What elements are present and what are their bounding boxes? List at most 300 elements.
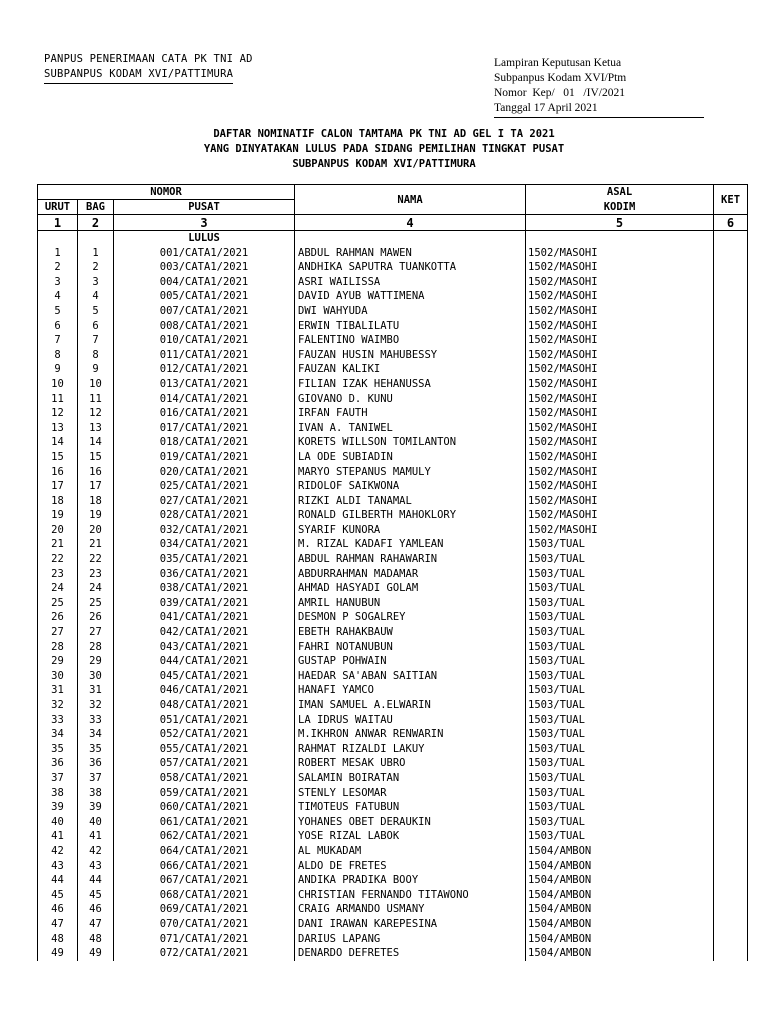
cell-pusat: 060/CATA1/2021 (114, 800, 295, 815)
cell-urut: 1 (38, 246, 78, 261)
cell-bag: 11 (78, 392, 114, 407)
cell-kodim: 1503/TUAL (526, 771, 714, 786)
cell-pusat: 014/CATA1/2021 (114, 392, 295, 407)
table-row (38, 727, 748, 742)
cell-nama: RONALD GILBERTH MAHOKLORY (295, 508, 526, 523)
cell-ket (714, 859, 748, 874)
cell-pusat: 011/CATA1/2021 (114, 348, 295, 363)
cell-urut: 24 (38, 581, 78, 596)
cell-nama: M.IKHRON ANWAR RENWARIN (295, 727, 526, 742)
table-row (38, 596, 748, 611)
cell-pusat: 041/CATA1/2021 (114, 610, 295, 625)
cell-urut: 20 (38, 523, 78, 538)
table-row (38, 552, 748, 567)
cell-kodim: 1503/TUAL (526, 552, 714, 567)
cell-ket (714, 698, 748, 713)
cell-nama: DESMON P SOGALREY (295, 610, 526, 625)
cell-bag: 34 (78, 727, 114, 742)
cell-ket (714, 260, 748, 275)
cell-pusat: 017/CATA1/2021 (114, 421, 295, 436)
cell-ket (714, 610, 748, 625)
cell-ket (714, 800, 748, 815)
table-row (38, 333, 748, 348)
cell-pusat: 069/CATA1/2021 (114, 902, 295, 917)
table-row (38, 669, 748, 684)
table-row (38, 654, 748, 669)
title-line-1: DAFTAR NOMINATIF CALON TAMTAMA PK TNI AD GEL I TA 2021 (213, 128, 555, 140)
cell-ket (714, 348, 748, 363)
cell-bag: 9 (78, 362, 114, 377)
table-row (38, 873, 748, 888)
cell-urut: 2 (38, 260, 78, 275)
title-line-3: SUBPANPUS KODAM XVI/PATTIMURA (292, 158, 476, 170)
table-row (38, 362, 748, 377)
cell-ket (714, 319, 748, 334)
cell-bag: 29 (78, 654, 114, 669)
cell-bag: 40 (78, 815, 114, 830)
cell-bag: 22 (78, 552, 114, 567)
cell-pusat: 018/CATA1/2021 (114, 435, 295, 450)
cell-urut: 9 (38, 362, 78, 377)
cell-ket (714, 888, 748, 903)
cell-nama: GUSTAP POHWAIN (295, 654, 526, 669)
cell-nama: YOHANES OBET DERAUKIN (295, 815, 526, 830)
cell-kodim: 1504/AMBON (526, 932, 714, 947)
cell-bag: 33 (78, 713, 114, 728)
section-row (38, 231, 748, 246)
cell-ket (714, 362, 748, 377)
cell-urut: 21 (38, 537, 78, 552)
cell-kodim: 1502/MASOHI (526, 246, 714, 261)
cell-bag: 14 (78, 435, 114, 450)
table-row (38, 450, 748, 465)
cell-ket (714, 465, 748, 480)
cell-ket (714, 377, 748, 392)
table-row (38, 392, 748, 407)
table-row (38, 683, 748, 698)
cell-bag: 43 (78, 859, 114, 874)
cell-bag: 18 (78, 494, 114, 509)
cell-nama: MARYO STEPANUS MAMULY (295, 465, 526, 480)
cell-nama: ABDUL RAHMAN RAHAWARIN (295, 552, 526, 567)
section-label: LULUS (114, 231, 295, 246)
cell-pusat: 028/CATA1/2021 (114, 508, 295, 523)
cell-urut: 43 (38, 859, 78, 874)
cell-urut: 4 (38, 289, 78, 304)
cell-kodim: 1502/MASOHI (526, 377, 714, 392)
cell-ket (714, 289, 748, 304)
cell-kodim: 1503/TUAL (526, 713, 714, 728)
cell-urut: 47 (38, 917, 78, 932)
cell-bag: 26 (78, 610, 114, 625)
cell-urut: 29 (38, 654, 78, 669)
cell-nama: GIOVANO D. KUNU (295, 392, 526, 407)
cell-bag: 35 (78, 742, 114, 757)
cell-pusat: 067/CATA1/2021 (114, 873, 295, 888)
cell-pusat: 042/CATA1/2021 (114, 625, 295, 640)
cell-nama: STENLY LESOMAR (295, 786, 526, 801)
cell-kodim: 1503/TUAL (526, 537, 714, 552)
cell-urut: 28 (38, 640, 78, 655)
cell-urut: 7 (38, 333, 78, 348)
cell-pusat: 016/CATA1/2021 (114, 406, 295, 421)
cell-pusat: 044/CATA1/2021 (114, 654, 295, 669)
cell-urut: 22 (38, 552, 78, 567)
cell-urut: 46 (38, 902, 78, 917)
cell-pusat: 008/CATA1/2021 (114, 319, 295, 334)
cell-ket (714, 654, 748, 669)
cell-bag: 6 (78, 319, 114, 334)
cell-bag: 16 (78, 465, 114, 480)
table-row (38, 786, 748, 801)
col-number: 6 (714, 215, 748, 231)
cell-urut: 34 (38, 727, 78, 742)
cell-ket (714, 275, 748, 290)
header-pusat: PUSAT (114, 200, 295, 215)
cell-ket (714, 771, 748, 786)
table-row (38, 859, 748, 874)
table-row (38, 932, 748, 947)
cell-bag: 31 (78, 683, 114, 698)
cell-ket (714, 815, 748, 830)
document-title (0, 127, 768, 172)
cell-ket (714, 873, 748, 888)
cell-urut: 10 (38, 377, 78, 392)
cell-bag: 7 (78, 333, 114, 348)
cell-ket (714, 392, 748, 407)
cell-ket (714, 946, 748, 961)
cell-pusat: 027/CATA1/2021 (114, 494, 295, 509)
cell-pusat: 064/CATA1/2021 (114, 844, 295, 859)
cell-ket (714, 844, 748, 859)
cell-pusat: 046/CATA1/2021 (114, 683, 295, 698)
cell-kodim: 1502/MASOHI (526, 421, 714, 436)
cell-pusat: 058/CATA1/2021 (114, 771, 295, 786)
cell-nama: ROBERT MESAK UBRO (295, 756, 526, 771)
cell-ket (714, 304, 748, 319)
cell-urut: 14 (38, 435, 78, 450)
table-row (38, 348, 748, 363)
lampiran-line-4: Tanggal 17 April 2021 (494, 101, 704, 118)
nominative-table (37, 184, 748, 961)
table-row (38, 494, 748, 509)
cell-kodim: 1502/MASOHI (526, 260, 714, 275)
cell-bag: 36 (78, 756, 114, 771)
cell-nama: DAVID AYUB WATTIMENA (295, 289, 526, 304)
cell-nama: DANI IRAWAN KAREPESINA (295, 917, 526, 932)
cell-ket (714, 683, 748, 698)
cell-bag: 8 (78, 348, 114, 363)
lampiran-line-2: Subpanpus Kodam XVI/Ptm (494, 72, 627, 84)
cell-kodim: 1503/TUAL (526, 829, 714, 844)
cell-pusat: 034/CATA1/2021 (114, 537, 295, 552)
cell-bag: 20 (78, 523, 114, 538)
cell-urut: 40 (38, 815, 78, 830)
table-row (38, 537, 748, 552)
cell-nama: RIZKI ALDI TANAMAL (295, 494, 526, 509)
cell-nama: LA IDRUS WAITAU (295, 713, 526, 728)
cell-pusat: 020/CATA1/2021 (114, 465, 295, 480)
cell-urut: 33 (38, 713, 78, 728)
cell-bag: 13 (78, 421, 114, 436)
table-row (38, 917, 748, 932)
cell-nama: RAHMAT RIZALDI LAKUY (295, 742, 526, 757)
cell-bag: 41 (78, 829, 114, 844)
cell-bag: 42 (78, 844, 114, 859)
cell-pusat: 048/CATA1/2021 (114, 698, 295, 713)
table-row (38, 567, 748, 582)
cell-urut: 30 (38, 669, 78, 684)
cell-kodim: 1503/TUAL (526, 683, 714, 698)
org-line-1: PANPUS PENERIMAAN CATA PK TNI AD (44, 53, 253, 65)
cell-nama: AMRIL HANUBUN (295, 596, 526, 611)
cell-ket (714, 333, 748, 348)
cell-ket (714, 625, 748, 640)
title-line-2: YANG DINYATAKAN LULUS PADA SIDANG PEMILIHAN TINGKAT PUSAT (203, 143, 565, 155)
cell-nama: FAHRI NOTANUBUN (295, 640, 526, 655)
table-row (38, 771, 748, 786)
cell-kodim: 1504/AMBON (526, 946, 714, 961)
cell-pusat: 055/CATA1/2021 (114, 742, 295, 757)
cell-kodim: 1503/TUAL (526, 815, 714, 830)
cell-nama: ANDHIKA SAPUTRA TUANKOTTA (295, 260, 526, 275)
cell-nama: ANDIKA PRADIKA BOOY (295, 873, 526, 888)
cell-bag: 49 (78, 946, 114, 961)
cell-ket (714, 494, 748, 509)
cell-kodim: 1504/AMBON (526, 859, 714, 874)
cell-bag: 45 (78, 888, 114, 903)
cell-bag: 37 (78, 771, 114, 786)
cell-urut: 11 (38, 392, 78, 407)
table-row (38, 289, 748, 304)
table-row (38, 319, 748, 334)
table-row (38, 406, 748, 421)
table-row (38, 756, 748, 771)
cell-pusat: 062/CATA1/2021 (114, 829, 295, 844)
cell-ket (714, 786, 748, 801)
cell-nama: IRFAN FAUTH (295, 406, 526, 421)
cell-urut: 41 (38, 829, 78, 844)
cell-nama: RIDOLOF SAIKWONA (295, 479, 526, 494)
cell-ket (714, 479, 748, 494)
cell-ket (714, 829, 748, 844)
cell-kodim: 1503/TUAL (526, 654, 714, 669)
cell-kodim: 1502/MASOHI (526, 348, 714, 363)
header-ket: KET (714, 185, 748, 215)
cell-urut: 38 (38, 786, 78, 801)
cell-nama: FAUZAN KALIKI (295, 362, 526, 377)
cell-bag: 24 (78, 581, 114, 596)
table-row (38, 742, 748, 757)
table-row (38, 698, 748, 713)
cell-urut: 17 (38, 479, 78, 494)
cell-pusat: 051/CATA1/2021 (114, 713, 295, 728)
cell-pusat: 045/CATA1/2021 (114, 669, 295, 684)
lampiran-line-1: Lampiran Keputusan Ketua (494, 57, 622, 69)
cell-urut: 15 (38, 450, 78, 465)
cell-ket (714, 640, 748, 655)
cell-urut: 5 (38, 304, 78, 319)
cell-kodim: 1504/AMBON (526, 917, 714, 932)
cell-nama: YOSE RIZAL LABOK (295, 829, 526, 844)
cell-kodim: 1503/TUAL (526, 786, 714, 801)
cell-pusat: 003/CATA1/2021 (114, 260, 295, 275)
cell-urut: 19 (38, 508, 78, 523)
cell-urut: 37 (38, 771, 78, 786)
cell-nama: DENARDO DEFRETES (295, 946, 526, 961)
cell-ket (714, 756, 748, 771)
cell-pusat: 032/CATA1/2021 (114, 523, 295, 538)
table-body (38, 231, 748, 961)
cell-kodim: 1503/TUAL (526, 581, 714, 596)
cell-urut: 16 (38, 465, 78, 480)
cell-kodim: 1504/AMBON (526, 873, 714, 888)
cell-nama: ABDURRAHMAN MADAMAR (295, 567, 526, 582)
cell-bag: 15 (78, 450, 114, 465)
col-number: 2 (78, 215, 114, 231)
cell-ket (714, 450, 748, 465)
cell-bag: 38 (78, 786, 114, 801)
cell-urut: 3 (38, 275, 78, 290)
cell-ket (714, 246, 748, 261)
header-nama: NAMA (295, 185, 526, 215)
cell-kodim: 1502/MASOHI (526, 362, 714, 377)
cell-pusat: 013/CATA1/2021 (114, 377, 295, 392)
cell-nama: DWI WAHYUDA (295, 304, 526, 319)
cell-ket (714, 742, 748, 757)
cell-bag: 30 (78, 669, 114, 684)
cell-urut: 35 (38, 742, 78, 757)
col-number: 1 (38, 215, 78, 231)
cell-nama: HANAFI YAMCO (295, 683, 526, 698)
cell-pusat: 038/CATA1/2021 (114, 581, 295, 596)
cell-pusat: 010/CATA1/2021 (114, 333, 295, 348)
cell-kodim: 1502/MASOHI (526, 494, 714, 509)
cell-kodim: 1502/MASOHI (526, 508, 714, 523)
table-row (38, 713, 748, 728)
cell-kodim: 1502/MASOHI (526, 333, 714, 348)
cell-pusat: 052/CATA1/2021 (114, 727, 295, 742)
col-number: 4 (295, 215, 526, 231)
cell-nama: AHMAD HASYADI GOLAM (295, 581, 526, 596)
table-row (38, 888, 748, 903)
col-number: 5 (526, 215, 714, 231)
cell-nama: AL MUKADAM (295, 844, 526, 859)
table-row (38, 435, 748, 450)
table-row (38, 610, 748, 625)
cell-pusat: 025/CATA1/2021 (114, 479, 295, 494)
cell-kodim: 1502/MASOHI (526, 406, 714, 421)
table-row (38, 479, 748, 494)
cell-kodim: 1503/TUAL (526, 698, 714, 713)
cell-bag: 3 (78, 275, 114, 290)
cell-ket (714, 713, 748, 728)
cell-bag: 12 (78, 406, 114, 421)
table-row (38, 902, 748, 917)
cell-kodim: 1503/TUAL (526, 596, 714, 611)
attachment-reference (494, 56, 704, 118)
cell-urut: 8 (38, 348, 78, 363)
cell-urut: 36 (38, 756, 78, 771)
cell-nama: DARIUS LAPANG (295, 932, 526, 947)
cell-pusat: 019/CATA1/2021 (114, 450, 295, 465)
cell-kodim: 1502/MASOHI (526, 392, 714, 407)
cell-kodim: 1504/AMBON (526, 902, 714, 917)
cell-nama: FALENTINO WAIMBO (295, 333, 526, 348)
cell-bag: 47 (78, 917, 114, 932)
cell-kodim: 1502/MASOHI (526, 435, 714, 450)
cell-nama: FAUZAN HUSIN MAHUBESSY (295, 348, 526, 363)
cell-urut: 6 (38, 319, 78, 334)
col-number: 3 (114, 215, 295, 231)
cell-urut: 48 (38, 932, 78, 947)
header-urut: URUT (38, 200, 78, 215)
cell-nama: SYARIF KUNORA (295, 523, 526, 538)
cell-urut: 25 (38, 596, 78, 611)
cell-bag: 25 (78, 596, 114, 611)
table-row (38, 465, 748, 480)
cell-ket (714, 669, 748, 684)
cell-ket (714, 567, 748, 582)
cell-urut: 23 (38, 567, 78, 582)
cell-urut: 44 (38, 873, 78, 888)
cell-nama: IMAN SAMUEL A.ELWARIN (295, 698, 526, 713)
cell-pusat: 012/CATA1/2021 (114, 362, 295, 377)
table-row (38, 246, 748, 261)
organization-header (44, 52, 253, 84)
cell-kodim: 1502/MASOHI (526, 319, 714, 334)
cell-nama: ERWIN TIBALILATU (295, 319, 526, 334)
cell-pusat: 059/CATA1/2021 (114, 786, 295, 801)
cell-bag: 46 (78, 902, 114, 917)
table-row (38, 421, 748, 436)
cell-bag: 2 (78, 260, 114, 275)
cell-ket (714, 406, 748, 421)
cell-ket (714, 435, 748, 450)
cell-bag: 44 (78, 873, 114, 888)
cell-pusat: 039/CATA1/2021 (114, 596, 295, 611)
cell-nama: M. RIZAL KADAFI YAMLEAN (295, 537, 526, 552)
cell-ket (714, 508, 748, 523)
cell-bag: 27 (78, 625, 114, 640)
cell-nama: LA ODE SUBIADIN (295, 450, 526, 465)
cell-kodim: 1503/TUAL (526, 610, 714, 625)
cell-pusat: 007/CATA1/2021 (114, 304, 295, 319)
cell-nama: TIMOTEUS FATUBUN (295, 800, 526, 815)
table-row (38, 581, 748, 596)
cell-kodim: 1504/AMBON (526, 888, 714, 903)
cell-pusat: 001/CATA1/2021 (114, 246, 295, 261)
cell-urut: 39 (38, 800, 78, 815)
cell-nama: ABDUL RAHMAN MAWEN (295, 246, 526, 261)
cell-pusat: 036/CATA1/2021 (114, 567, 295, 582)
cell-urut: 32 (38, 698, 78, 713)
cell-kodim: 1503/TUAL (526, 625, 714, 640)
cell-nama: FILIAN IZAK HEHANUSSA (295, 377, 526, 392)
cell-ket (714, 537, 748, 552)
table-row (38, 304, 748, 319)
cell-bag: 1 (78, 246, 114, 261)
header-kodim: KODIM (526, 200, 714, 215)
cell-nama: ASRI WAILISSA (295, 275, 526, 290)
cell-pusat: 004/CATA1/2021 (114, 275, 295, 290)
cell-ket (714, 932, 748, 947)
cell-kodim: 1503/TUAL (526, 669, 714, 684)
cell-nama: IVAN A. TANIWEL (295, 421, 526, 436)
cell-kodim: 1502/MASOHI (526, 523, 714, 538)
cell-ket (714, 902, 748, 917)
cell-nama: KORETS WILLSON TOMILANTON (295, 435, 526, 450)
